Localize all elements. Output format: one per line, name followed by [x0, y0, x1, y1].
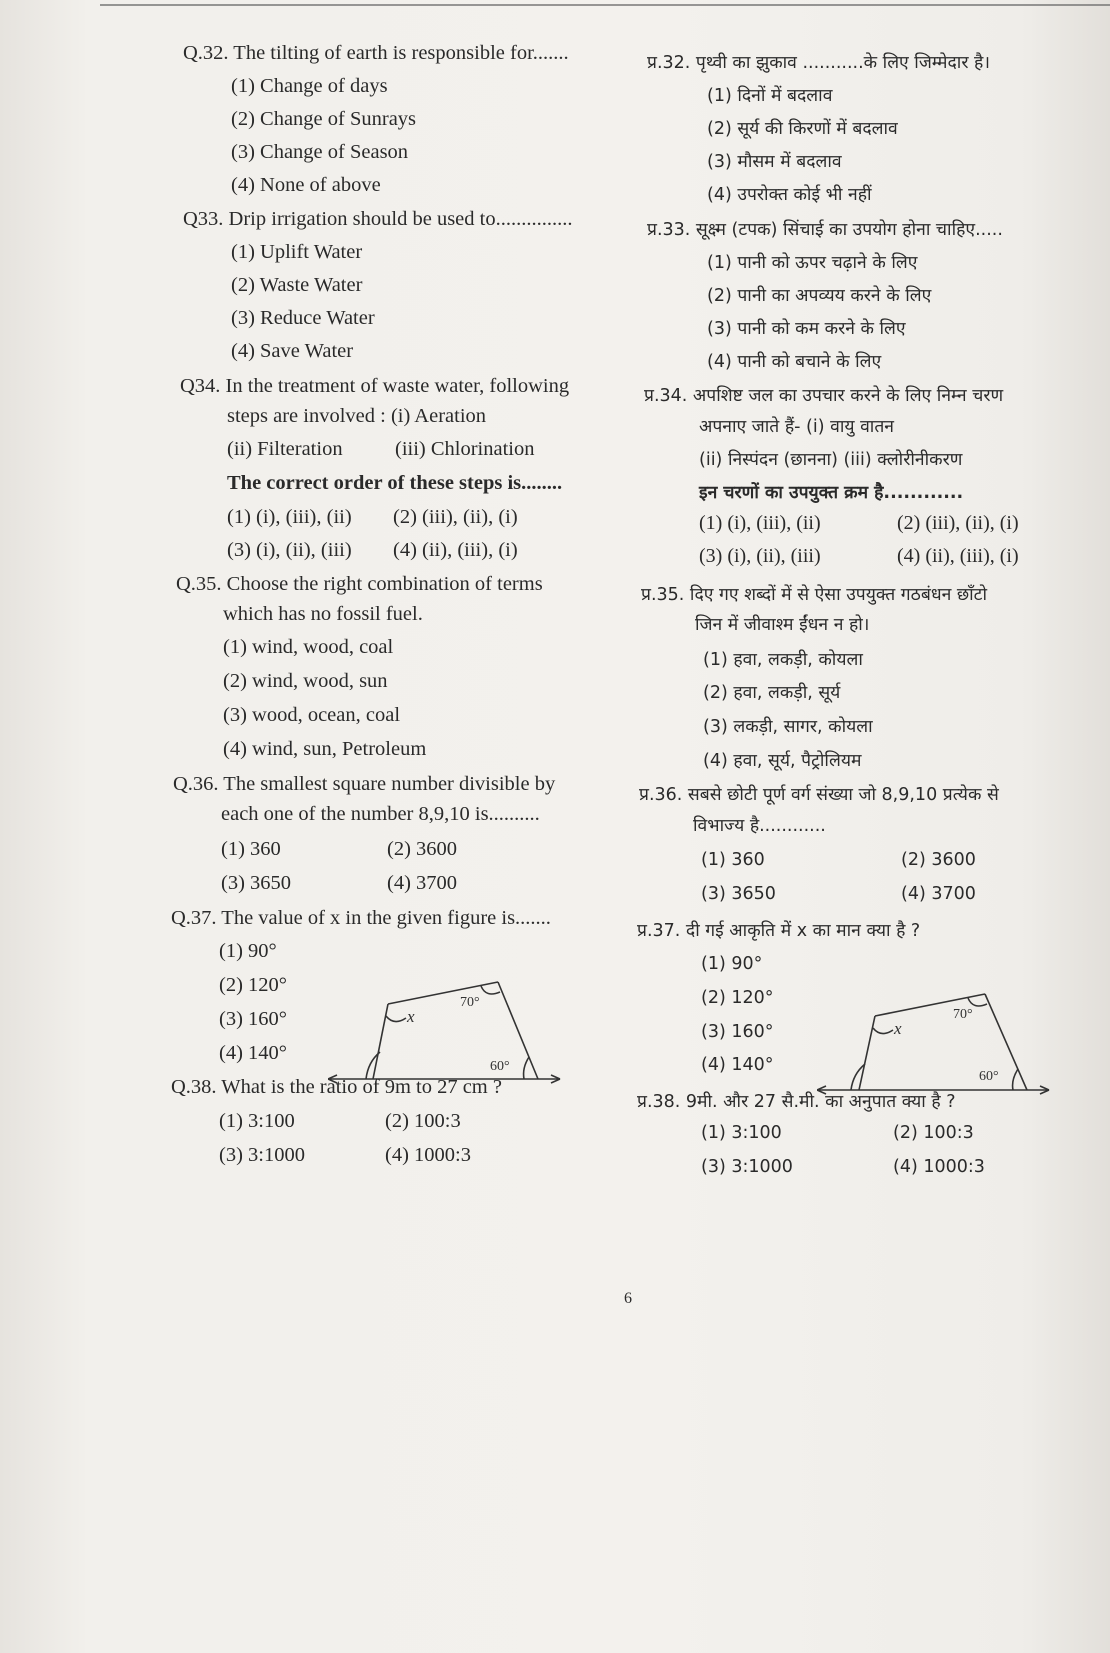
p35-option-1: (1) हवा, लकड़ी, कोयला — [703, 650, 863, 670]
q38-option-2: (2) 100:3 — [385, 1110, 461, 1132]
p34-stem-1: प्र.34. अपशिष्ट जल का उपचार करने के लिए निम्न चरण — [644, 386, 1004, 406]
p37-label-60: 60° — [979, 1069, 999, 1084]
q32-option-4: (4) None of above — [231, 174, 381, 196]
p36-option-3: (3) 3650 — [701, 884, 776, 904]
q34-option-3: (3) (i), (ii), (iii) — [227, 539, 352, 561]
q34-option-2: (2) (iii), (ii), (i) — [393, 506, 518, 528]
p35-option-4: (4) हवा, सूर्य, पैट्रोलियम — [703, 751, 862, 771]
q37-label-70: 70° — [460, 995, 480, 1010]
p34-stem-2: अपनाए जाते हैं- (i) वायु वातन — [699, 417, 895, 437]
q36-stem-1: Q.36. The smallest square number divisible by — [173, 773, 556, 795]
q33-option-2: (2) Waste Water — [231, 274, 363, 296]
p37-option-3: (3) 160° — [701, 1022, 774, 1042]
p34-option-3: (3) (i), (ii), (iii) — [699, 545, 821, 567]
q35-option-3: (3) wood, ocean, coal — [223, 704, 401, 726]
q38-stem: Q.38. What is the ratio of 9m to 27 cm ? — [171, 1076, 502, 1098]
q34-option-1: (1) (i), (iii), (ii) — [227, 506, 352, 528]
q35-option-4: (4) wind, sun, Petroleum — [223, 738, 427, 760]
p38-option-1: (1) 3:100 — [701, 1123, 782, 1143]
p33-option-1: (1) पानी को ऊपर चढ़ाने के लिए — [707, 253, 918, 273]
q37-option-4: (4) 140° — [219, 1042, 287, 1064]
q35-option-2: (2) wind, wood, sun — [223, 670, 388, 692]
q35-option-1: (1) wind, wood, coal — [223, 636, 394, 658]
q33-option-4: (4) Save Water — [231, 340, 354, 362]
q35-stem-1: Q.35. Choose the right combination of terms — [176, 573, 543, 595]
q32-option-2: (2) Change of Sunrays — [231, 108, 417, 130]
page-number: 6 — [624, 1290, 632, 1307]
q34-option-4: (4) (ii), (iii), (i) — [393, 539, 518, 561]
p36-stem-1: प्र.36. सबसे छोटी पूर्ण वर्ग संख्या जो 8,9,10 प्रत्येक से — [639, 785, 999, 805]
q33-option-1: (1) Uplift Water — [231, 241, 363, 263]
q35-stem-2: which has no fossil fuel. — [223, 603, 423, 625]
p38-option-3: (3) 3:1000 — [701, 1157, 793, 1177]
p33-stem: प्र.33. सूक्ष्म (टपक) सिंचाई का उपयोग होना चाहिए..... — [647, 220, 1003, 240]
p38-stem: प्र.38. 9मी. और 27 सै.मी. का अनुपात क्या है ? — [637, 1092, 956, 1112]
p35-option-3: (3) लकड़ी, सागर, कोयला — [703, 717, 873, 737]
q36-option-2: (2) 3600 — [387, 838, 458, 860]
p32-option-2: (2) सूर्य की किरणों में बदलाव — [707, 119, 898, 139]
p37-option-1: (1) 90° — [701, 954, 763, 974]
q33-option-3: (3) Reduce Water — [231, 307, 375, 329]
p37-option-4: (4) 140° — [701, 1055, 774, 1075]
p36-option-4: (4) 3700 — [901, 884, 976, 904]
q32-option-3: (3) Change of Season — [231, 141, 409, 163]
p34-stem-3: (ii) निस्पंदन (छानना) (iii) क्लोरीनीकरण — [699, 450, 963, 470]
q34-prompt: The correct order of these steps is........ — [227, 472, 563, 494]
p32-stem: प्र.32. पृथ्वी का झुकाव ...........के लिए जिम्मेदार है। — [647, 53, 990, 73]
top-rule — [100, 4, 1110, 6]
p35-option-2: (2) हवा, लकड़ी, सूर्य — [703, 683, 841, 703]
p36-option-2: (2) 3600 — [901, 850, 976, 870]
q32-option-1: (1) Change of days — [231, 75, 388, 97]
q38-option-3: (3) 3:1000 — [219, 1144, 305, 1166]
p37-label-70: 70° — [953, 1007, 973, 1022]
p35-stem-1: प्र.35. दिए गए शब्दों में से ऐसा उपयुक्त गठबंधन छाँटो — [641, 585, 988, 605]
q36-option-3: (3) 3650 — [221, 872, 292, 894]
p37-option-2: (2) 120° — [701, 988, 774, 1008]
q36-stem-2: each one of the number 8,9,10 is.......... — [221, 803, 540, 825]
q38-option-4: (4) 1000:3 — [385, 1144, 471, 1166]
p36-option-1: (1) 360 — [701, 850, 765, 870]
q37-quadrilateral-figure — [328, 980, 568, 1090]
q34-stem-1: Q34. In the treatment of waste water, following — [180, 375, 570, 397]
q33-stem: Q33. Drip irrigation should be used to............... — [183, 208, 573, 230]
q37-option-2: (2) 120° — [219, 974, 287, 996]
q34-step-3: (iii) Chlorination — [395, 438, 535, 460]
p34-option-1: (1) (i), (iii), (ii) — [699, 512, 821, 534]
q37-label-60: 60° — [490, 1059, 510, 1074]
q37-option-3: (3) 160° — [219, 1008, 287, 1030]
p33-option-3: (3) पानी को कम करने के लिए — [707, 319, 906, 339]
p33-option-4: (4) पानी को बचाने के लिए — [707, 352, 882, 372]
q37-stem: Q.37. The value of x in the given figure is....... — [171, 907, 551, 929]
p38-option-4: (4) 1000:3 — [893, 1157, 985, 1177]
p32-option-4: (4) उपरोक्त कोई भी नहीं — [707, 185, 872, 205]
p37-label-x: x — [894, 1019, 902, 1038]
p32-option-3: (3) मौसम में बदलाव — [707, 152, 842, 172]
q37-option-1: (1) 90° — [219, 940, 277, 962]
q32-stem: Q.32. The tilting of earth is responsible for....... — [183, 42, 569, 64]
q36-option-1: (1) 360 — [221, 838, 281, 860]
p35-stem-2: जिन में जीवाश्म ईंधन न हो। — [695, 615, 870, 635]
p32-option-1: (1) दिनों में बदलाव — [707, 86, 833, 106]
q36-option-4: (4) 3700 — [387, 872, 458, 894]
p36-stem-2: विभाज्य है............ — [693, 816, 826, 836]
p34-option-4: (4) (ii), (iii), (i) — [897, 545, 1019, 567]
q37-label-x: x — [407, 1007, 415, 1026]
q34-stem-2: steps are involved : (i) Aeration — [227, 405, 487, 427]
p37-quadrilateral-figure — [817, 992, 1057, 1102]
p33-option-2: (2) पानी का अपव्यय करने के लिए — [707, 286, 932, 306]
p34-option-2: (2) (iii), (ii), (i) — [897, 512, 1019, 534]
p34-prompt: इन चरणों का उपयुक्त क्रम है............ — [699, 483, 964, 503]
p38-option-2: (2) 100:3 — [893, 1123, 974, 1143]
q38-option-1: (1) 3:100 — [219, 1110, 295, 1132]
q34-step-2: (ii) Filteration — [227, 438, 343, 460]
p37-stem: प्र.37. दी गई आकृति में x का मान क्या है ? — [637, 921, 921, 941]
